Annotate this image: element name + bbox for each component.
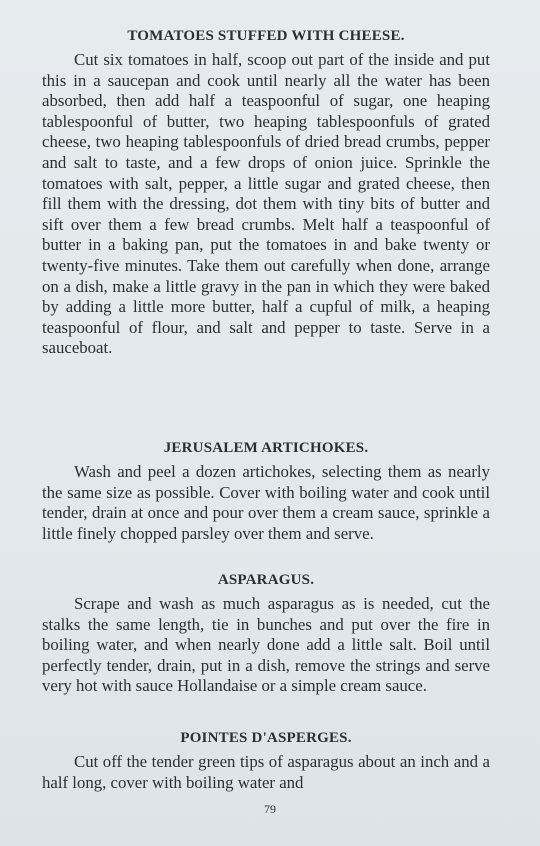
recipe-tomatoes-stuffed — [42, 28, 490, 359]
recipe-jerusalem-artichokes — [42, 440, 490, 544]
recipe-body: Cut off the tender green tips of asparagus about an inch and a half long, cover with boiling water and — [42, 752, 490, 792]
recipe-heading: TOMATOES STUFFED WITH CHEESE. — [127, 28, 405, 44]
recipe-pointes-dasperges — [42, 730, 490, 793]
recipe-body: Wash and peel a dozen artichokes, selecting them as nearly the same size as possible. Cover with boiling water and cook until tender, drain at once and pour over them a cream sauce, sprinkle a little finely chopped parsley over them and serve. — [42, 462, 490, 543]
recipe-heading: ASPARAGUS. — [217, 572, 315, 588]
recipe-heading: POINTES D'ASPERGES. — [180, 730, 352, 746]
recipe-body: Scrape and wash as much asparagus as is needed, cut the stalks the same length, tie in bunches and put over the fire in boiling water, and when nearly done add a little salt. Boil until perfectly tender, drain, put in a dish, remove the strings and serve very hot with sauce Hollandaise or a simple cream sauce. — [42, 594, 490, 696]
recipe-asparagus — [42, 572, 490, 697]
page-number: 79 — [264, 802, 276, 816]
recipe-heading: JERUSALEM ARTICHOKES. — [163, 440, 369, 456]
recipe-body: Cut six tomatoes in half, scoop out part of the inside and put this in a saucepan and cook until nearly all the water has been absorbed, then add half a teaspoonful of sugar, one heaping tablespoonful of butter, two heaping tablespoonfuls of grated cheese, two heaping tablespoonfuls of dried bread crumbs, pepper and salt to taste, and a few drops of onion juice. Sprinkle the tomatoes with salt, pepper, a little sugar and grated cheese, then fill them with the dressing, dot them with tiny bits of butter and sift over them a few bread crumbs. Melt half a teaspoonful of butter in a baking pan, put the tomatoes in and bake twenty or twenty-five minutes. Take them out carefully when done, arrange on a dish, make a little gravy in the pan in which they were baked by adding a little more butter, half a cupful of milk, a heaping teaspoonful of flour, and salt and pepper to taste. Serve in a sauceboat. — [42, 50, 490, 358]
